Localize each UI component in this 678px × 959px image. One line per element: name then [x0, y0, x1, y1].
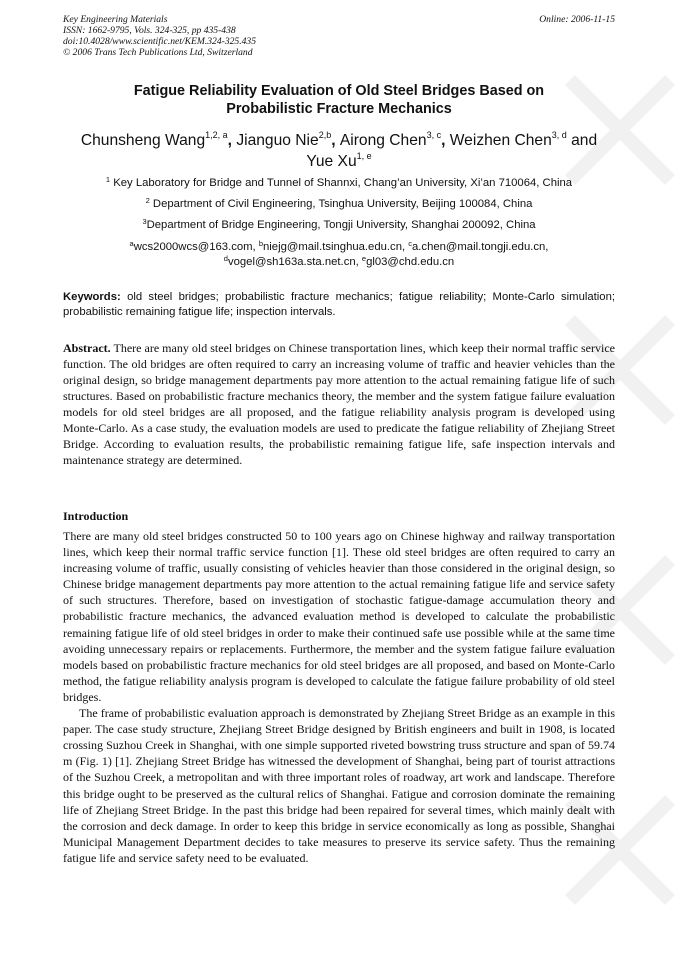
introduction-body [63, 528, 615, 866]
copyright-line: © 2006 Trans Tech Publications Ltd, Switzerland [63, 47, 253, 58]
email-line-2: $^d$vogel@sh163a.sta.net.cn, $^e$gl03@chd.edu.cn [223, 254, 455, 268]
author-affiliation-mark: 1,2, a [205, 130, 228, 140]
author-line-2 [63, 151, 615, 172]
abstract-label: Abstract. [63, 341, 111, 355]
affiliation-3: $^3$Department of Bridge Engineering, Tongji University, Shanghai 200092, China [142, 217, 536, 231]
author-affiliation-mark: 2,b [318, 130, 332, 140]
email-line-1: $^a$wcs2000wcs@163.com, $^b$niejg@mail.tsinghua.edu.cn, $^c$a.chen@mail.tongji.edu.cn, [129, 239, 549, 253]
paragraph: The frame of probabilistic evaluation approach is demonstrated by Zhejiang Street Bridge as an example in this paper. The case study structure, Zhejiang Street Bridge designed by British engineers and built in 1908, is located crossing Suzhou Creek in Shanghai, with one simple supported riveted bowstring truss structure and span of 59.74 m (Fig. 1) [1]. Zhejiang Street Bridge has witnessed the development of Shanghai, being part of tourist attractions of the Suzhou Creek, a metropolitan and with three important roles of roadway, art work and landscape. Therefore this bridge ought to be preserved as the cultural relics of Shanghai. Fatigue and corrosion dominate the remaining life of Zhejiang Street Bridge. In the past this bridge had been repaired for several times, which mainly dealt with the corrosion and deck damage. In order to keep this bridge in service economically as long as possible, Shanghai Municipal Management Department decides to take measures to preserve its service safety. Thus the remaining fatigue life and service safety need to be evaluated. [63, 706, 615, 865]
keywords-label: Keywords: [63, 291, 121, 303]
title-line-2: Probabilistic Fracture Mechanics [226, 101, 452, 117]
title-line-1: Fatigue Reliability Evaluation of Old Steel Bridges Based on [133, 83, 545, 99]
author-name: Chunsheng Wang [80, 132, 206, 149]
author-affiliation-mark: 1, e [356, 151, 372, 161]
paragraph: There are many old steel bridges constructed 50 to 100 years ago on Chinese highway and railway transportation lines, which keep their normal traffic service function [1]. These old steel bridges are often required to carry an increasing volume of traffic, usually consisting of vehicles heavier than those considered in the original design, so Chinese bridge management departments pay more attention to the actual remaining fatigue life and service safety of such structures. Therefore, based on investigation of stochastic fatigue-damage accumulation theory and probabilistic fracture mechanics, the advanced evaluation method is developed to calculate the probabilistic remaining fatigue life of old steel bridges in order to make their continued safe use possible while at the same time avoiding unnecessary repairs or replacements. Furthermore, the member and the system fatigue failure evaluation models based on probabilistic fracture mechanics for old steel bridges are all proposed, and based on Monte-Carlo method, the fatigue reliability analysis program is developed to calculate the fatigue failure probability of old steel bridges. [63, 529, 615, 704]
email-address: gl03@chd.edu.cn [366, 256, 455, 268]
doi-line: doi:10.4028/www.scientific.net/KEM.324-325.435 [63, 36, 257, 47]
author-name: Yue Xu [306, 153, 357, 170]
paper-title [63, 82, 615, 118]
abstract-text: There are many old steel bridges on Chinese transportation lines, which keep their normal traffic service function. The old bridges are often required to carry an increasing volume of traffic and heavier vehicles than the original design, so bridge management departments pay more attention to the actual remaining fatigue life of such structures. Based on probabilistic fracture mechanics theory, the member and the system fatigue failure evaluation models for old steel bridges are all proposed, and the fatigue reliability analysis program is developed using Monte-Carlo. As a case study, the evaluation models are used to predicate the fatigue reliability of Zhejiang Street Bridge. According to evaluation results, the probabilistic remaining fatigue life, safe inspection intervals and maintenance strategy are determined. [63, 341, 615, 467]
abstract-block [63, 340, 615, 468]
author-name: Weizhen Chen [449, 132, 552, 149]
email-address: niejg@mail.tsinghua.edu.cn, [263, 241, 409, 253]
journal-name: Key Engineering Materials [63, 14, 168, 25]
author-line-1: Chunsheng Wang$^{1,2, a}$, Jianguo Nie$^{2,b}$, Airong Chen$^{3, c}$, Weizhen Chen$^{3, d}$ and [80, 130, 598, 149]
author-affiliation-mark: 3, d [551, 130, 567, 140]
affiliation-2: $^2$ Department of Civil Engineering, Tsinghua University, Beijing 100084, China [145, 196, 533, 210]
author-name: Jianguo Nie [236, 132, 319, 149]
online-date: Online: 2006-11-15 [539, 14, 615, 25]
author-name: Airong Chen [339, 132, 427, 149]
section-heading-introduction: Introduction [63, 509, 129, 523]
author-list [63, 130, 615, 172]
email-address: a.chen@mail.tongji.edu.cn, [412, 241, 549, 253]
affiliation-1: $^1$ Key Laboratory for Bridge and Tunnel of Shannxi, Chang’an University, Xi’an 710064, China [105, 175, 573, 189]
author-conjunction: and [571, 132, 598, 149]
email-address: wcs2000wcs@163.com, [133, 241, 259, 253]
journal-header [63, 14, 615, 58]
keywords-text: old steel bridges; probabilistic fracture mechanics; fatigue reliability; Monte-Carlo simulation; probabilistic remaining fatigue life; inspection intervals. [63, 291, 615, 318]
author-affiliation-mark: 3, c [426, 130, 442, 140]
issn-line: ISSN: 1662-9795, Vols. 324-325, pp 435-438 [63, 25, 236, 36]
keywords-block [63, 290, 615, 320]
email-list [63, 241, 615, 269]
email-address: vogel@sh163a.sta.net.cn, [227, 256, 362, 268]
